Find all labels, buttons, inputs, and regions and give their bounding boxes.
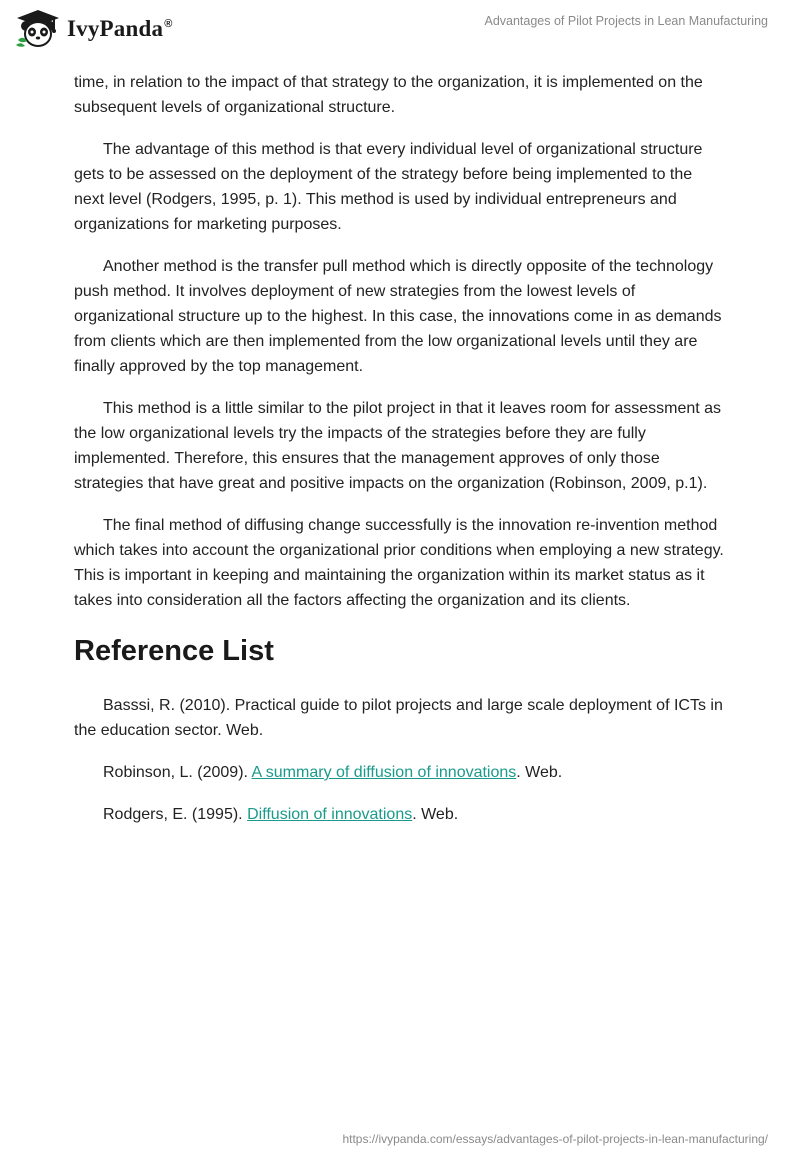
reference-item — [74, 760, 724, 785]
reference-link[interactable]: Diffusion of innovations — [247, 806, 413, 823]
registered-mark: ® — [164, 18, 173, 30]
reference-text: Basssi, R. (2010). Practical guide to pilot projects and large scale deployment of ICTs in the education sector. Web. — [74, 697, 723, 739]
reference-list-heading: Reference List — [74, 635, 274, 667]
paragraph: Another method is the transfer pull method which is directly opposite of the technology push method. It involves deployment of new strategies from the lowest levels of organizational structure up to the highest. In this case, the innovations come in as demands from clients which are then implemented from the low organizational levels until they are finally approved by the top management. — [74, 258, 722, 375]
paragraph: The final method of diffusing change successfully is the innovation re-invention method which takes into account the organizational prior conditions when employing a new strategy. This is important in keeping and maintaining the organization within its market status as it takes into consideration all the factors affecting the organization and its clients. — [74, 517, 724, 609]
brand-name: IvyPanda® — [67, 16, 173, 41]
document-title: Advantages of Pilot Projects in Lean Manufacturing — [484, 14, 768, 28]
reference-text: Rodgers, E. (1995). — [103, 806, 248, 823]
paragraph: The advantage of this method is that every individual level of organizational structure gets to be assessed on the deployment of the strategy before being implemented to the next level (Rodgers, 1995, p. 1). This method is used by individual entrepreneurs and organizations for marketing purposes. — [74, 141, 703, 233]
essay-content — [74, 70, 724, 844]
reference-text: Robinson, L. (2009). — [103, 764, 252, 781]
paragraph-continued: time, in relation to the impact of that strategy to the organization, it is implemented on the subsequent levels of organizational structure. — [74, 74, 703, 116]
reference-item — [74, 693, 724, 743]
page-header — [0, 0, 800, 64]
reference-item — [74, 802, 724, 827]
panda-graduate-icon — [15, 8, 61, 48]
source-url: https://ivypanda.com/essays/advantages-of-pilot-projects-in-lean-manufacturing/ — [342, 1132, 768, 1146]
ivypanda-logo[interactable] — [15, 8, 173, 48]
reference-link[interactable]: A summary of diffusion of innovations — [251, 764, 517, 781]
reference-suffix: . Web. — [412, 806, 459, 823]
paragraph: This method is a little similar to the pilot project in that it leaves room for assessment as the low organizational levels try the impacts of the strategies before they are fully implemented. Therefore, this ensures that the management approves of only those strategies that have great and positive impacts on the organization (Robinson, 2009, p.1). — [74, 400, 722, 492]
reference-suffix: . Web. — [516, 764, 563, 781]
